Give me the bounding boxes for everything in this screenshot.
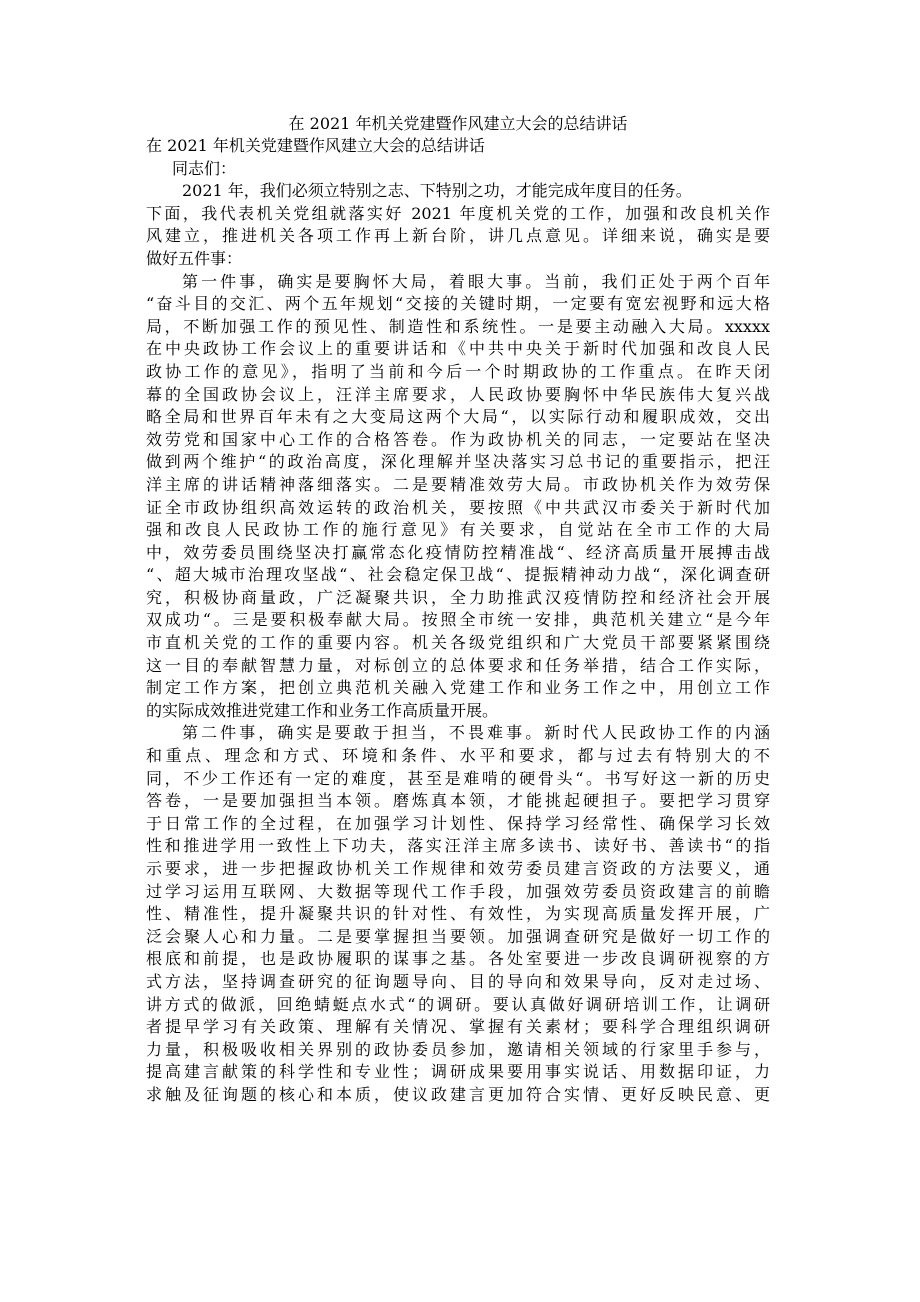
body-line: 双成功“。三是要积极奉献大局。按照全市统一安排，典范机关建立“是今年	[146, 610, 770, 630]
body-line: 强和改良人民政协工作的施行意见》有关要求，自觉站在全市工作的大局	[146, 520, 770, 540]
body-line: 讲方式的做派，回绝蜻蜓点水式“的调研。要认真做好调研培训工作，让调研	[146, 994, 770, 1014]
body-line: 这一目的奉献智慧力量，对标创立的总体要求和任务举措，结合工作实际，	[146, 655, 770, 675]
body-line: 的实际成效推进党建工作和业务工作高质量开展。	[146, 700, 499, 720]
body-line: 同，不少工作还有一定的难度，甚至是难啃的硬骨头“。书写好这一新的历史	[146, 768, 770, 788]
body-line: 提高建言献策的科学性和专业性；调研成果要用事实说话、用数据印证，力	[146, 1062, 770, 1082]
body-line: 做好五件事：	[146, 248, 243, 268]
body-line: 中，效劳委员围绕坚决打赢常态化疫情防控精准战“、经济高质量开展搏击战	[146, 542, 770, 562]
body-line: 性、精准性，提升凝聚共识的针对性、有效性，为实现高质量发挥开展，广	[146, 904, 770, 924]
body-line: 风建立，推进机关各项工作再上新台阶，讲几点意见。详细来说，确实是要	[146, 226, 770, 246]
document-page	[146, 112, 770, 1107]
body-line: 略全局和世界百年未有之大变局这两个大局“，以实际行动和履职成效，交出	[146, 407, 770, 427]
body-line: 泛会聚人心和力量。二是要掌握担当要领。加强调查研究是做好一切工作的	[146, 926, 770, 946]
body-line: 做到两个维护“的政治高度，深化理解并坚决落实习总书记的重要指示，把汪	[146, 452, 770, 472]
body-line: “、超大城市治理攻坚战“、社会稳定保卫战“、提振精神动力战“，深化调查研	[146, 565, 770, 585]
body-line: 市直机关党的工作的重要内容。机关各级党组织和广大党员干部要紧紧围绕	[146, 633, 770, 653]
body-line: 幕的全国政协会议上，汪洋主席要求，人民政协要胸怀中华民族伟大复兴战	[146, 384, 770, 404]
body-line: 示要求，进一步把握政协机关工作规律和效劳委员建言资政的方法要义，通	[146, 859, 770, 878]
body-line: “奋斗目的交汇、两个五年规划“交接的关键时期，一定要有宽宏视野和远大格	[146, 294, 770, 314]
body-line: 于日常工作的全过程，在加强学习计划性、保持学习经常性、确保学习长效	[146, 813, 770, 833]
body-line: 2021 年，我们必须立特别之志、下特别之功，才能完成年度目的任务。	[182, 181, 692, 201]
body-line: 究，积极协商量政，广泛凝聚共识，全力助推武汉疫情防控和经济社会开展	[146, 587, 770, 607]
body-line: 式方法，坚持调查研究的征询题导向、目的导向和效果导向，反对走过场、	[146, 971, 770, 991]
body-line: 根底和前提，也是政协履职的谋事之基。各处室要进一步改良调研视察的方	[146, 949, 770, 969]
body-line: 第二件事，确实是要敢于担当，不畏难事。新时代人民政协工作的内涵	[182, 723, 770, 743]
body-line: 和重点、理念和方式、环境和条件、水平和要求，都与过去有特别大的不	[146, 746, 770, 766]
body-line: 下面，我代表机关党组就落实好 2021 年度机关党的工作，加强和改良机关作	[146, 203, 770, 223]
body-line: 力量，积极吸收相关界别的政协委员参加，邀请相关领域的行家里手参与，	[146, 1039, 770, 1059]
document-title: 在 2021 年机关党建暨作风建立大会的总结讲话	[288, 114, 628, 133]
body-line: 第一件事，确实是要胸怀大局，着眼大事。当前，我们正处于两个百年	[182, 271, 770, 291]
body-line: 者提早学习有关政策、理解有关情况、掌握有关素材；要科学合理组织调研	[146, 1017, 770, 1037]
body-line: 性和推进学用一致性上下功夫，落实汪洋主席多读书、读好书、善读书“的指	[146, 836, 770, 856]
body-line: 政协工作的意见》，指明了当前和今后一个时期政协的工作重点。在昨天闭	[146, 361, 770, 381]
body-line: 效劳党和国家中心工作的合格答卷。作为政协机关的同志，一定要站在坚决	[146, 429, 770, 449]
body-line: 制定工作方案，把创立典范机关融入党建工作和业务工作之中，用创立工作	[146, 678, 770, 698]
document-subtitle: 在 2021 年机关党建暨作风建立大会的总结讲话	[146, 136, 485, 155]
body-line: 求触及征询题的核心和本质，使议政建言更加符合实情、更好反映民意、更	[146, 1084, 770, 1104]
body-line: 证全市政协组织高效运转的政治机关，要按照《中共武汉市委关于新时代加	[146, 497, 770, 517]
body-line: 洋主席的讲话精神落细落实。二是要精准效劳大局。市政协机关作为效劳保	[146, 474, 770, 494]
body-line: 过学习运用互联网、大数据等现代工作手段，加强效劳委员资政建言的前瞻	[146, 881, 770, 901]
body-line: 在中央政协工作会议上的重要讲话和《中共中央关于新时代加强和改良人民	[146, 339, 770, 359]
body-line: 局，不断加强工作的预见性、制造性和系统性。一是要主动融入大局。xxxxx	[146, 316, 770, 336]
greeting: 同志们：	[172, 158, 237, 178]
body-line: 答卷，一是要加强担当本领。磨炼真本领，才能挑起硬担子。要把学习贯穿	[146, 791, 770, 811]
